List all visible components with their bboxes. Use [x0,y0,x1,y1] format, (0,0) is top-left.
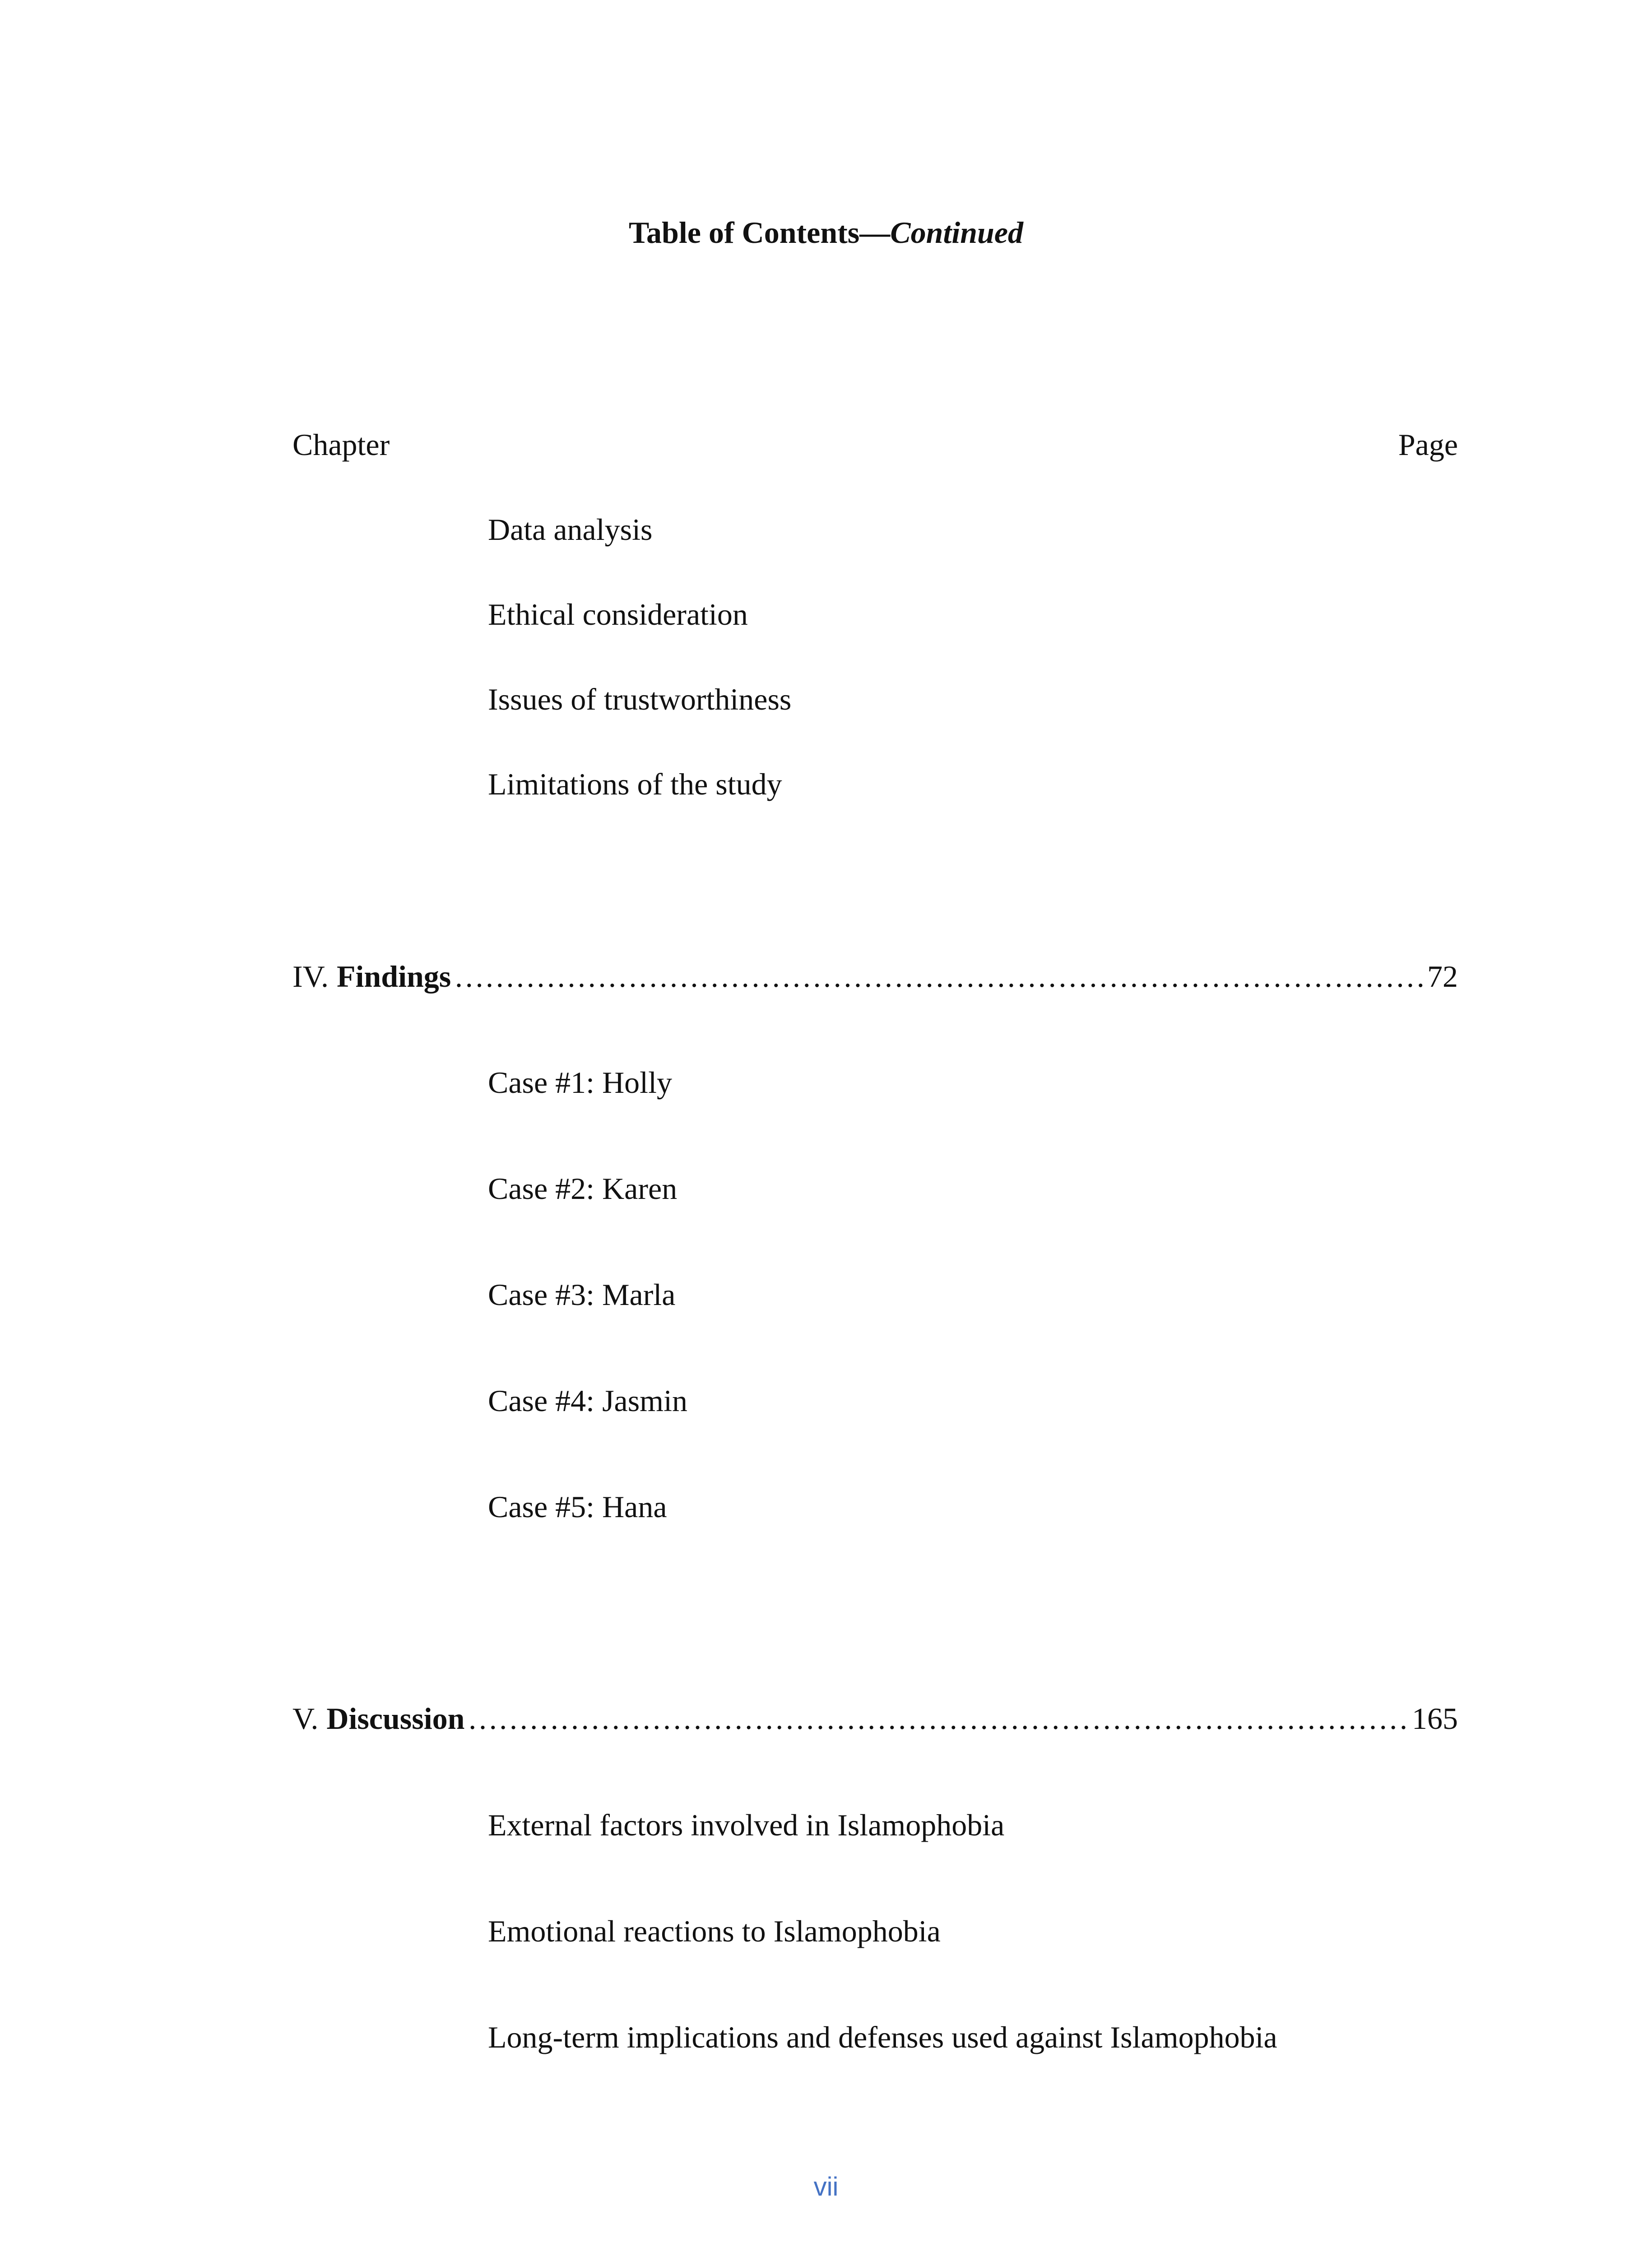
title-continued: Continued [890,215,1024,250]
toc-subentry[interactable]: Long-term implications and defenses used against Islamophobia [488,2020,1277,2054]
dot-leader [467,1698,1409,1739]
page-title [0,212,1652,253]
toc-chapter-findings[interactable] [292,956,1458,997]
title-main: Table of Contents— [628,215,891,250]
chapter-numeral: IV. [292,959,329,994]
toc-chapter-discussion[interactable] [292,1698,1458,1739]
toc-subentry[interactable]: Ethical consideration [488,597,748,632]
chapter-page-number: 72 [1427,959,1458,994]
page-number-footer: vii [813,2172,839,2201]
toc-subentry[interactable]: Case #1: Holly [488,1065,672,1100]
page-column-label: Page [1398,427,1458,462]
chapter-page-number: 165 [1412,1701,1458,1736]
chapter-title: Findings [337,959,451,994]
toc-subentry[interactable]: Data analysis [488,512,653,547]
toc-subentry[interactable]: Issues of trustworthiness [488,682,792,716]
toc-subentry[interactable]: Case #5: Hana [488,1490,667,1524]
chapter-numeral: V. [292,1701,319,1736]
toc-subentry[interactable]: External factors involved in Islamophobia [488,1808,1005,1842]
toc-subentry[interactable]: Limitations of the study [488,767,782,801]
toc-subentry[interactable]: Case #2: Karen [488,1171,678,1206]
dot-leader [454,956,1425,997]
chapter-column-label: Chapter [292,427,390,462]
toc-subentry[interactable]: Emotional reactions to Islamophobia [488,1914,941,1948]
chapter-title: Discussion [326,1701,465,1736]
toc-subentry[interactable]: Case #3: Marla [488,1277,676,1312]
toc-subentry[interactable]: Case #4: Jasmin [488,1384,687,1418]
